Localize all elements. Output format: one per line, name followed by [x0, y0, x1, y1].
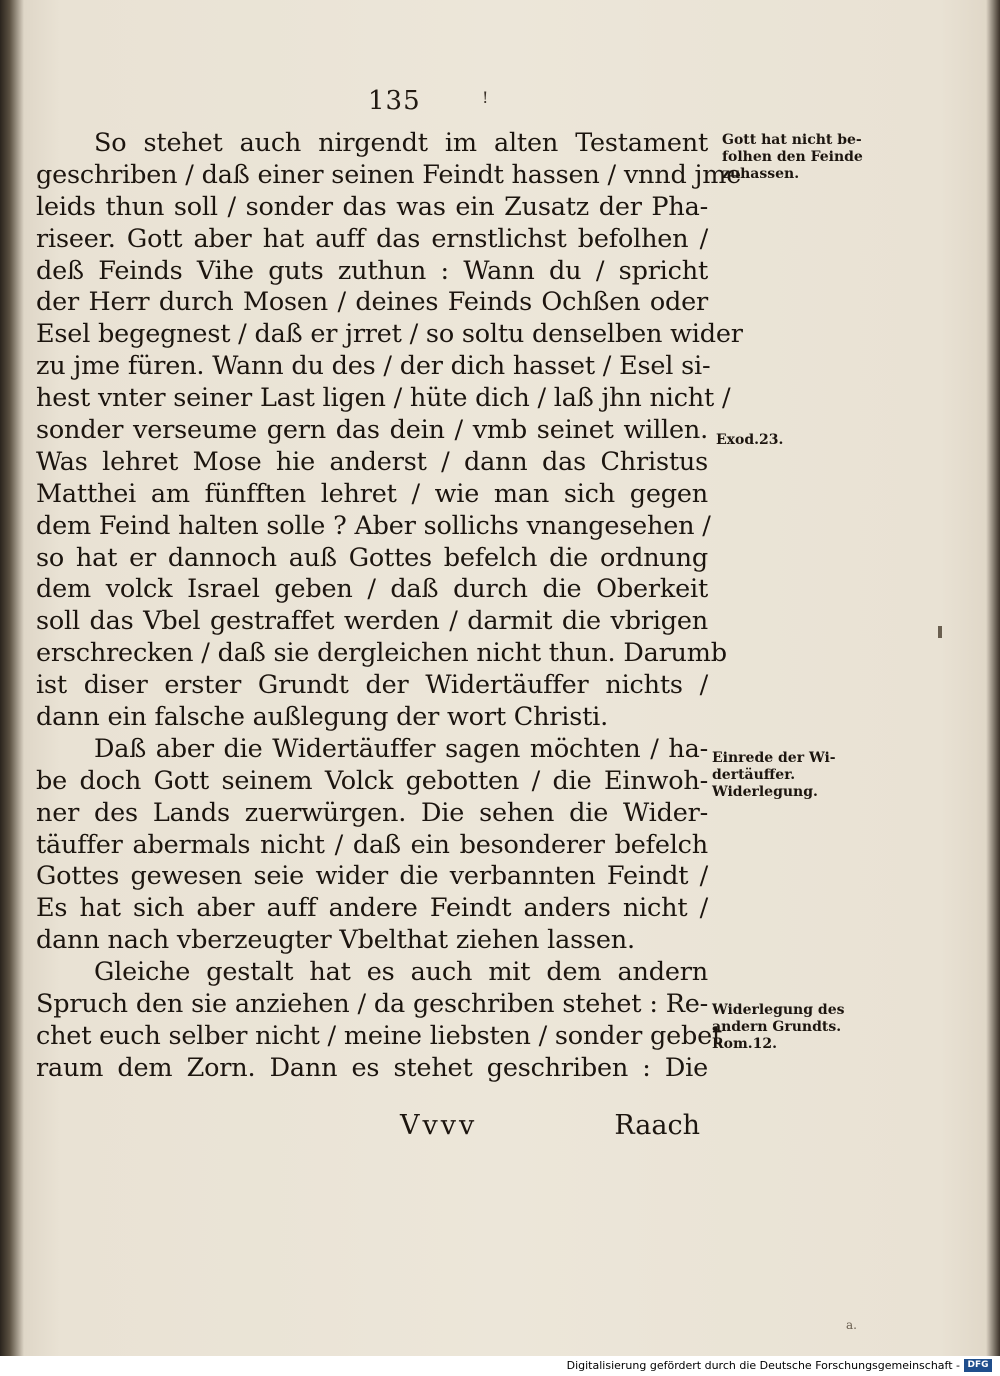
- marginal-note-3: [712, 750, 836, 801]
- marginal-note-line: dertäuffer.: [712, 767, 796, 783]
- marginal-note-line: Gott hat nicht be-: [722, 132, 862, 148]
- text-line: deß Feinds Vihe guts zuthun : Wann du / spricht: [36, 255, 708, 286]
- text-line: geschriben / daß einer seinen Feindt hassen / vnnd jme: [36, 159, 742, 190]
- corner-mark: a.: [846, 1318, 857, 1332]
- text-line: hest vnter seiner Last ligen / hüte dich / laß jhn nicht /: [36, 383, 731, 414]
- text-line: riseer. Gott aber hat auff das ernstlichst befolhen /: [36, 223, 708, 254]
- text-line: Spruch den sie anziehen / da geschriben stehet : Re-: [36, 989, 708, 1020]
- marginal-note-1: [722, 132, 863, 183]
- text-line: Daß aber die Widertäuffer sagen möchten / ha-: [94, 733, 708, 764]
- text-line: So stehet auch nirgendt im alten Testament: [94, 128, 708, 158]
- body-text: [36, 128, 743, 1085]
- text-line: Es hat sich aber auff andere Feindt anders nicht /: [36, 893, 708, 924]
- page-tick-mark: !: [482, 88, 489, 107]
- marginal-note-line: zuhassen.: [722, 166, 800, 182]
- marginal-note-line: Widerlegung des: [712, 1002, 845, 1018]
- footer-credit: Digitalisierung gefördert durch die Deutsche Forschungsgemeinschaft -: [566, 1359, 960, 1372]
- text-line: dann ein falsche außlegung der wort Christi.: [36, 702, 609, 733]
- text-line: Was lehret Mose hie anderst / dann das Christus: [36, 446, 708, 477]
- text-line: ist diser erster Grundt der Widertäuffer nichts /: [36, 670, 708, 701]
- marginal-note-line: folhen den Feinde: [722, 149, 863, 165]
- text-line: Gottes gewesen seie wider die verbannten Feindt /: [36, 861, 708, 892]
- marginal-note-line: Exod.23.: [716, 432, 784, 448]
- dfg-logo: DFG: [964, 1359, 992, 1372]
- text-line: dann nach vberzeugter Vbelthat ziehen lassen.: [36, 925, 635, 956]
- text-line: Matthei am fünfften lehret / wie man sich gegen: [36, 478, 708, 509]
- signature-line: [36, 1110, 708, 1144]
- text-line: der Herr durch Mosen / deines Feinds Ochßen oder: [36, 287, 708, 318]
- text-line: be doch Gott seinem Volck gebotten / die Einwoh-: [36, 765, 708, 796]
- page-number: 135: [368, 86, 421, 116]
- text-line: Esel begegnest / daß er jrret / so soltu denselben wider: [36, 319, 743, 350]
- text-line: chet euch selber nicht / meine liebsten / sonder gebet: [36, 1020, 723, 1051]
- marginal-note-line: Einrede der Wi-: [712, 750, 836, 766]
- text-line: dem Feind halten solle ? Aber sollichs vnangesehen /: [36, 510, 711, 541]
- text-line: soll das Vbel gestraffet werden / darmit die vbrigen: [36, 606, 708, 637]
- text-line: leids thun soll / sonder das was ein Zusatz der Pha-: [36, 191, 708, 222]
- text-line: dem volck Israel geben / daß durch die Oberkeit: [36, 574, 708, 605]
- text-line: ner des Lands zuerwürgen. Die sehen die Wider-: [36, 797, 708, 828]
- marginal-note-line: andern Grundts.: [712, 1019, 842, 1035]
- margin-speck: [938, 626, 942, 638]
- text-line: raum dem Zorn. Dann es stehet geschriben : Die: [36, 1052, 708, 1083]
- catchword: Raach: [614, 1110, 700, 1141]
- text-line: täuffer abermals nicht / daß ein besonderer befelch: [36, 829, 708, 860]
- text-line: so hat er dannoch auß Gottes befelch die ordnung: [36, 542, 708, 573]
- text-line: sonder verseume gern das dein / vmb seinet willen.: [36, 415, 708, 446]
- marginal-note-line: Widerlegung.: [712, 784, 818, 800]
- marginal-note-line: Rom.12.: [712, 1036, 778, 1052]
- marginal-note-2: [716, 432, 783, 449]
- text-line: erschrecken / daß sie dergleichen nicht thun. Darumb: [36, 638, 727, 669]
- marginal-note-4: [712, 1002, 844, 1053]
- text-line: Gleiche gestalt hat es auch mit dem andern: [94, 957, 708, 988]
- signature-mark: Vvvv: [400, 1110, 478, 1141]
- digitization-footer: [0, 1356, 1000, 1376]
- text-line: zu jme füren. Wann du des / der dich hasset / Esel si-: [36, 351, 711, 382]
